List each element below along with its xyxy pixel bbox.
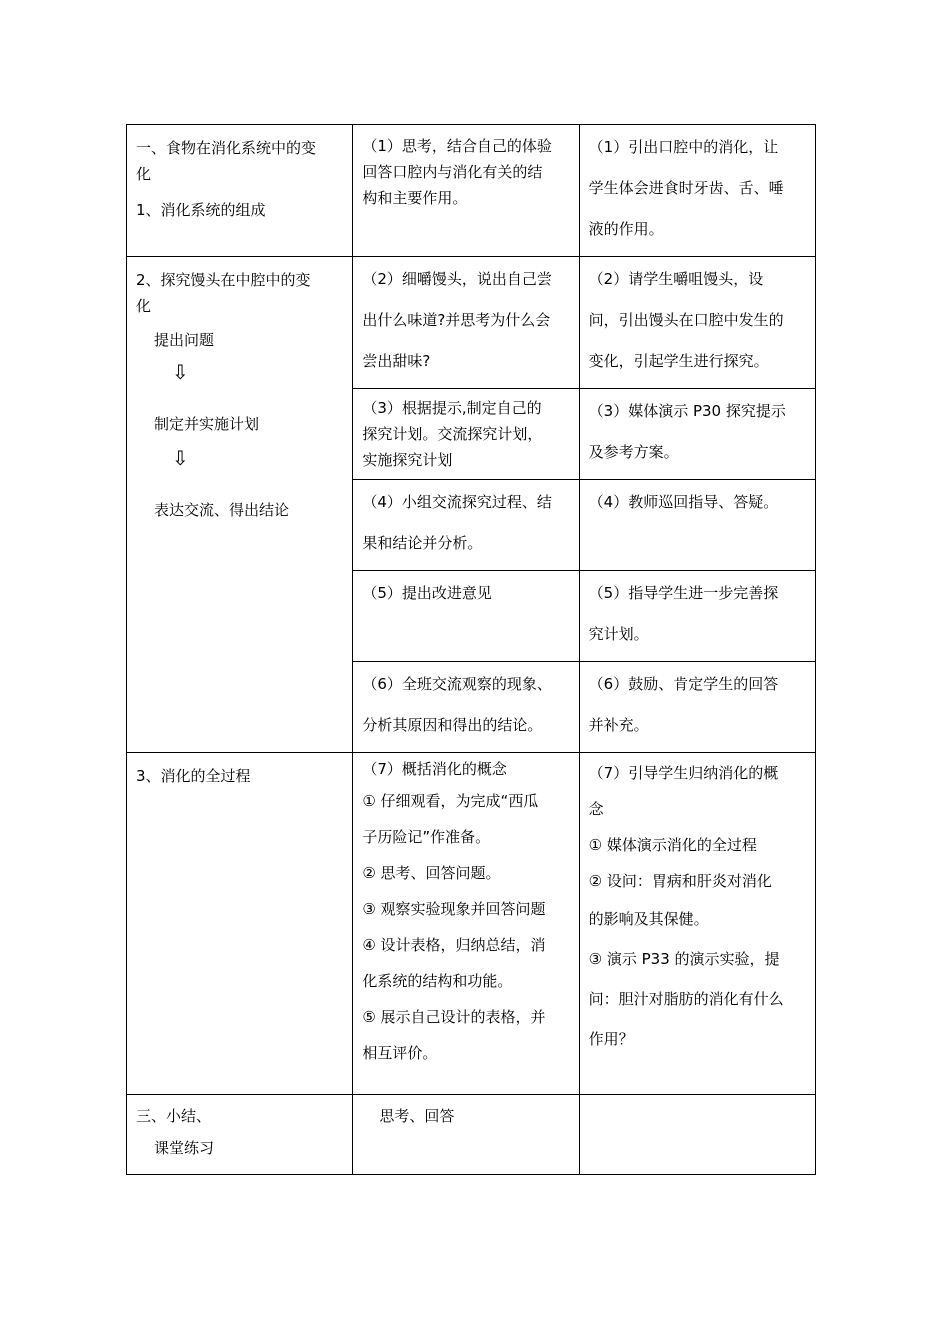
table-cell (127, 1095, 353, 1175)
table-cell (579, 571, 815, 662)
cell-text: 作用？ (588, 1030, 634, 1048)
step-label: 提出问题 (154, 331, 215, 349)
table-cell (353, 1095, 579, 1175)
table-row (127, 1095, 816, 1175)
table-cell (127, 125, 353, 257)
cell-text: （4）教师巡回指导、答疑。 (588, 493, 779, 511)
table-cell (579, 125, 815, 257)
cell-text: （3）根据提示,制定自己的 (362, 399, 542, 417)
cell-text: 一、食物在消化系统中的变 (136, 139, 317, 157)
cell-text: ② 设问：胃病和肝炎对消化 (588, 872, 772, 890)
cell-text: （5）提出改进意见 (362, 584, 492, 602)
cell-text: 变化，引起学生进行探究。 (588, 352, 769, 370)
cell-text: （5）指导学生进一步完善探 (588, 584, 779, 602)
cell-text: 课堂练习 (154, 1139, 215, 1157)
table-cell (579, 662, 815, 753)
cell-text: 及参考方案。 (588, 443, 679, 461)
cell-text: （7）引导学生归纳消化的概 (588, 764, 779, 782)
cell-text: （6）全班交流观察的现象、 (362, 675, 552, 693)
table-row (127, 753, 816, 1095)
cell-text: 1、消化系统的组成 (136, 201, 266, 219)
table-cell (579, 753, 815, 1095)
table-cell (579, 480, 815, 571)
table-cell (127, 753, 353, 1095)
cell-text: 学生体会进食时牙齿、舌、唾 (588, 179, 784, 197)
cell-text: ③ 观察实验现象并回答问题 (362, 900, 546, 918)
table-cell (579, 389, 815, 480)
cell-text: 究计划。 (588, 625, 649, 643)
cell-text: 3、消化的全过程 (136, 767, 251, 785)
cell-text: ② 思考、回答问题。 (362, 864, 501, 882)
cell-text: 实施探究计划 (362, 451, 453, 469)
cell-text: （4）小组交流探究过程、结 (362, 493, 552, 511)
cell-text: 三、小结、 (136, 1107, 212, 1125)
cell-text: （7）概括消化的概念 (362, 760, 507, 778)
cell-text: 分析其原因和得出的结论。 (362, 716, 543, 734)
cell-text: ④ 设计表格，归纳总结，消 (362, 936, 546, 954)
cell-text: ① 仔细观看，为完成“西瓜 (362, 792, 539, 810)
table-cell (127, 257, 353, 753)
cell-text: 液的作用。 (588, 220, 664, 238)
table-cell-empty (579, 1095, 815, 1175)
cell-text: 思考、回答 (379, 1107, 455, 1125)
down-arrow-icon: ⇩ (172, 360, 189, 384)
down-arrow-icon: ⇩ (172, 446, 189, 470)
step-label: 制定并实施计划 (154, 415, 260, 433)
table-row (127, 257, 816, 389)
cell-text: （1）思考，结合自己的体验 (362, 137, 552, 155)
cell-text: 的影响及其保健。 (588, 910, 709, 928)
cell-text: 构和主要作用。 (362, 189, 468, 207)
cell-text: （3）媒体演示 P30 探究提示 (588, 402, 786, 420)
cell-text: 念 (588, 800, 604, 818)
cell-text: 化系统的结构和功能。 (362, 972, 513, 990)
cell-text: 问，引出馒头在口腔中发生的 (588, 311, 784, 329)
cell-text: 2、探究馒头在中腔中的变 (136, 271, 311, 289)
step-label: 表达交流、得出结论 (154, 501, 290, 519)
cell-text: 尝出甜味? (362, 352, 431, 370)
cell-text: 相互评价。 (362, 1044, 438, 1062)
table-cell (353, 125, 579, 257)
cell-text: ⑤ 展示自己设计的表格，并 (362, 1008, 546, 1026)
cell-text: （2）请学生嚼咀馒头，设 (588, 270, 764, 288)
cell-text: 果和结论并分析。 (362, 534, 483, 552)
cell-text: （6）鼓励、肯定学生的回答 (588, 675, 779, 693)
table-cell (353, 480, 579, 571)
cell-text: （1）引出口腔中的消化，让 (588, 138, 779, 156)
cell-text: 子历险记”作准备。 (362, 828, 491, 846)
cell-text: 化 (136, 297, 152, 315)
cell-text: 化 (136, 165, 152, 183)
table-cell (353, 753, 579, 1095)
table-cell (353, 389, 579, 480)
cell-text: 回答口腔内与消化有关的结 (362, 163, 543, 181)
cell-text: 出什么味道?并思考为什么会 (362, 311, 551, 329)
table-cell (353, 662, 579, 753)
table-cell (353, 257, 579, 389)
cell-text: 探究计划。交流探究计划， (362, 425, 543, 443)
cell-text: ③ 演示 P33 的演示实验，提 (588, 950, 780, 968)
table-cell (353, 571, 579, 662)
cell-text: 并补充。 (588, 716, 649, 734)
cell-text: ① 媒体演示消化的全过程 (588, 836, 757, 854)
cell-text: （2）细嚼馒头，说出自己尝 (362, 270, 552, 288)
lesson-plan-table (126, 124, 816, 1175)
table-row (127, 125, 816, 257)
cell-text: 问：胆汁对脂肪的消化有什么 (588, 990, 784, 1008)
table-cell (579, 257, 815, 389)
